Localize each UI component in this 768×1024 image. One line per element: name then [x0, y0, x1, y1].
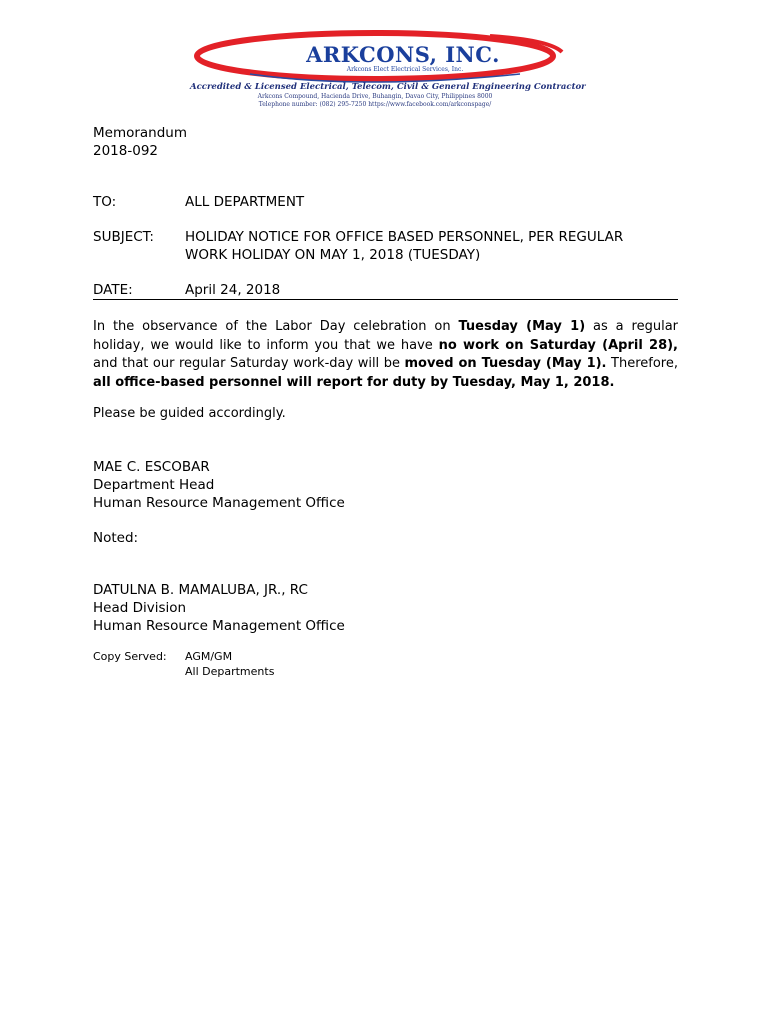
- date-label: DATE:: [93, 282, 133, 298]
- memo-label: Memorandum: [93, 125, 188, 141]
- subject-line-1: HOLIDAY NOTICE FOR OFFICE BASED PERSONNEL, PER REGULAR: [185, 229, 624, 245]
- logo-tagline: Accredited & Licensed Electrical, Telecom, Civil & General Engineering Contractor: [190, 82, 586, 92]
- subject-label: SUBJECT:: [93, 229, 154, 245]
- to-label: TO:: [93, 194, 117, 210]
- body-paragraph: [93, 318, 678, 392]
- header-divider: [93, 299, 678, 300]
- subject-line-2: WORK HOLIDAY ON MAY 1, 2018 (TUESDAY): [185, 247, 481, 263]
- body-bold-2: no work on Saturday (April 28),: [438, 337, 678, 353]
- body-bold-4: all office-based personnel will report for duty by Tuesday, May 1, 2018.: [93, 374, 615, 390]
- company-logo: [190, 30, 590, 110]
- body-text-4: Therefore,: [606, 356, 678, 371]
- memo-number: 2018-092: [93, 143, 158, 159]
- signatory2-title: Head Division: [93, 600, 187, 616]
- signatory2-name: DATULNA B. MAMALUBA, JR., RC: [93, 582, 308, 598]
- signatory1-name: MAE C. ESCOBAR: [93, 459, 210, 475]
- signatory2-office: Human Resource Management Office: [93, 618, 345, 634]
- body-text-3: and that our regular Saturday work-day will be: [93, 356, 405, 371]
- copy-served-recipient: All Departments: [185, 665, 275, 678]
- body-text-1: In the observance of the Labor Day celebration on: [93, 319, 459, 334]
- logo-subtitle: Arkcons Elect Electrical Services, Inc.: [346, 66, 464, 73]
- body-bold-3: moved on Tuesday (May 1).: [404, 356, 607, 371]
- to-value: ALL DEPARTMENT: [185, 194, 305, 210]
- noted-label: Noted:: [93, 530, 139, 546]
- signatory1-title: Department Head: [93, 477, 215, 493]
- copy-served-recipient: AGM/GM: [185, 650, 233, 663]
- logo-address: Arkcons Compound, Hacienda Drive, Buhangin, Davao City, Philippines 8000: [257, 93, 493, 100]
- closing-line: Please be guided accordingly.: [93, 406, 286, 421]
- signatory1-office: Human Resource Management Office: [93, 495, 345, 511]
- body-bold-1: Tuesday (May 1): [458, 319, 586, 334]
- logo-company-name: ARKCONS, INC.: [306, 42, 500, 67]
- body-text-2: as a regular holiday, we would like to inform you that we have: [93, 319, 679, 353]
- logo-contact: Telephone number: (082) 295-7250 https://www.facebook.com/arkconspage/: [258, 101, 492, 108]
- date-value: April 24, 2018: [185, 282, 281, 298]
- copy-served-label: Copy Served:: [93, 650, 167, 663]
